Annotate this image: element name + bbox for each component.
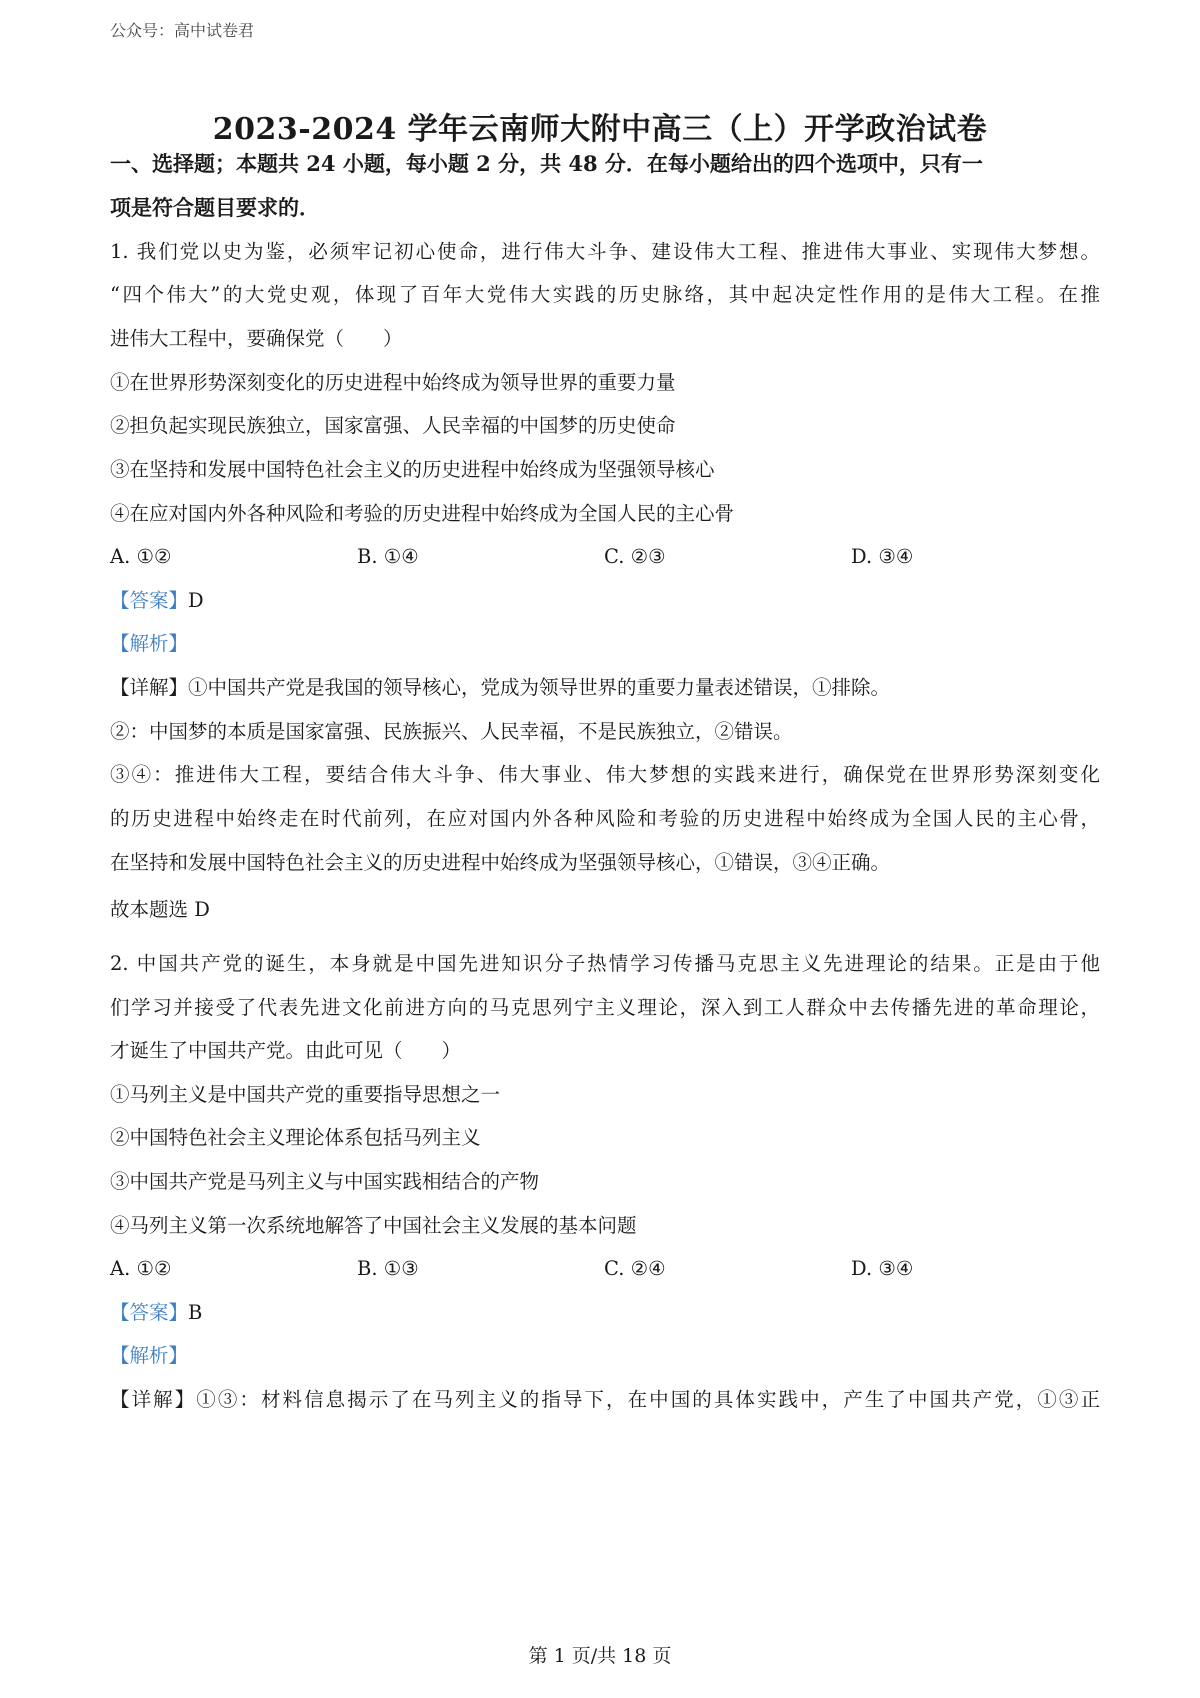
- q1-option-1: ①在世界形势深刻变化的历史进程中始终成为领导世界的重要力量: [110, 371, 676, 394]
- q2-option-1: ①马列主义是中国共产党的重要指导思想之一: [110, 1083, 501, 1106]
- q1-analysis-tag: 【解析】: [110, 632, 189, 655]
- q1-detail-line-4: 的历史进程中始终走在时代前列，在应对国内外各种风险和考验的历史进程中始终成为全国人民的主心骨，: [110, 807, 1100, 830]
- q1-detail-tag: 【详解】: [110, 676, 189, 699]
- q1-choice-a: A. ①②: [110, 545, 172, 568]
- page-title: 2023-2024 学年云南师大附中高三（上）开学政治试卷: [212, 112, 988, 147]
- q2-choice-a: A. ①②: [110, 1257, 172, 1280]
- q1-answer: [110, 587, 204, 615]
- q2-choices: [110, 1255, 1100, 1283]
- q2-analysis-tag: 【解析】: [110, 1344, 189, 1367]
- q2-option-4: ④马列主义第一次系统地解答了中国社会主义发展的基本问题: [110, 1214, 637, 1237]
- q1-detail-text-1: ①中国共产党是我国的领导核心，党成为领导世界的重要力量表述错误，①排除。: [188, 676, 891, 699]
- page-footer: 第 1 页/共 18 页: [528, 1645, 672, 1667]
- q1-detail-line-1: [110, 674, 890, 702]
- q2-detail-tag: 【详解】: [110, 1388, 197, 1411]
- q1-detail-line-5: 在坚持和发展中国特色社会主义的历史进程中始终成为坚强领导核心，①错误，③④正确。: [110, 851, 891, 874]
- q2-answer-value: B: [188, 1301, 203, 1324]
- q2-detail-text-1: ①③：材料信息揭示了在马列主义的指导下，在中国的具体实践中，产生了中国共产党，①③正: [196, 1388, 1100, 1411]
- q2-option-3: ③中国共产党是马列主义与中国实践相结合的产物: [110, 1170, 540, 1193]
- q1-conclusion: 故本题选 D: [110, 898, 210, 921]
- q2-answer-tag: 【答案】: [110, 1301, 189, 1324]
- section-heading-line-2: 项是符合题目要求的．: [110, 195, 320, 220]
- q1-choice-b: B. ①④: [357, 545, 419, 568]
- q1-choice-d: D. ③④: [851, 545, 914, 568]
- watermark: 公众号：高中试卷君: [110, 21, 255, 40]
- q1-choices: [110, 543, 1100, 571]
- section-heading-line-1: 一、选择题；本题共 24 小题，每小题 2 分，共 48 分．在每小题给出的四个选项中，只有一: [110, 151, 983, 176]
- q2-choice-b: B. ①③: [357, 1257, 419, 1280]
- q2-choice-c: C. ②④: [604, 1257, 666, 1280]
- q2-stem-line-3: 才诞生了中国共产党。由此可见（ ）: [110, 1039, 462, 1062]
- q2-choice-d: D. ③④: [851, 1257, 914, 1280]
- q2-option-2: ②中国特色社会主义理论体系包括马列主义: [110, 1126, 481, 1149]
- q1-option-3: ③在坚持和发展中国特色社会主义的历史进程中始终成为坚强领导核心: [110, 458, 715, 481]
- q1-detail-line-2: ②：中国梦的本质是国家富强、民族振兴、人民幸福，不是民族独立，②错误。: [110, 720, 793, 743]
- q1-stem-line-1: 1. 我们党以史为鉴，必须牢记初心使命，进行伟大斗争、建设伟大工程、推进伟大事业、实现伟大梦想。: [110, 240, 1100, 263]
- q2-stem-line-2: 们学习并接受了代表先进文化前进方向的马克思列宁主义理论，深入到工人群众中去传播先进的革命理论，: [110, 996, 1100, 1019]
- q1-detail-line-3: ③④：推进伟大工程，要结合伟大斗争、伟大事业、伟大梦想的实践来进行，确保党在世界形势深刻变化: [110, 763, 1100, 786]
- q1-stem-line-2: “四个伟大”的大党史观，体现了百年大党伟大实践的历史脉络，其中起决定性作用的是伟大工程。在推: [110, 283, 1100, 306]
- q1-choice-c: C. ②③: [604, 545, 666, 568]
- q2-stem-line-1: 2. 中国共产党的诞生，本身就是中国先进知识分子热情学习传播马克思主义先进理论的结果。正是由于他: [110, 952, 1100, 975]
- q1-option-4: ④在应对国内外各种风险和考验的历史进程中始终成为全国人民的主心骨: [110, 502, 735, 525]
- q2-detail-line-1: [110, 1386, 1100, 1414]
- q1-option-2: ②担负起实现民族独立，国家富强、人民幸福的中国梦的历史使命: [110, 414, 676, 437]
- q1-answer-value: D: [188, 589, 204, 612]
- q1-answer-tag: 【答案】: [110, 589, 189, 612]
- q2-answer: [110, 1299, 202, 1327]
- q1-stem-line-3: 进伟大工程中，要确保党（ ）: [110, 327, 403, 350]
